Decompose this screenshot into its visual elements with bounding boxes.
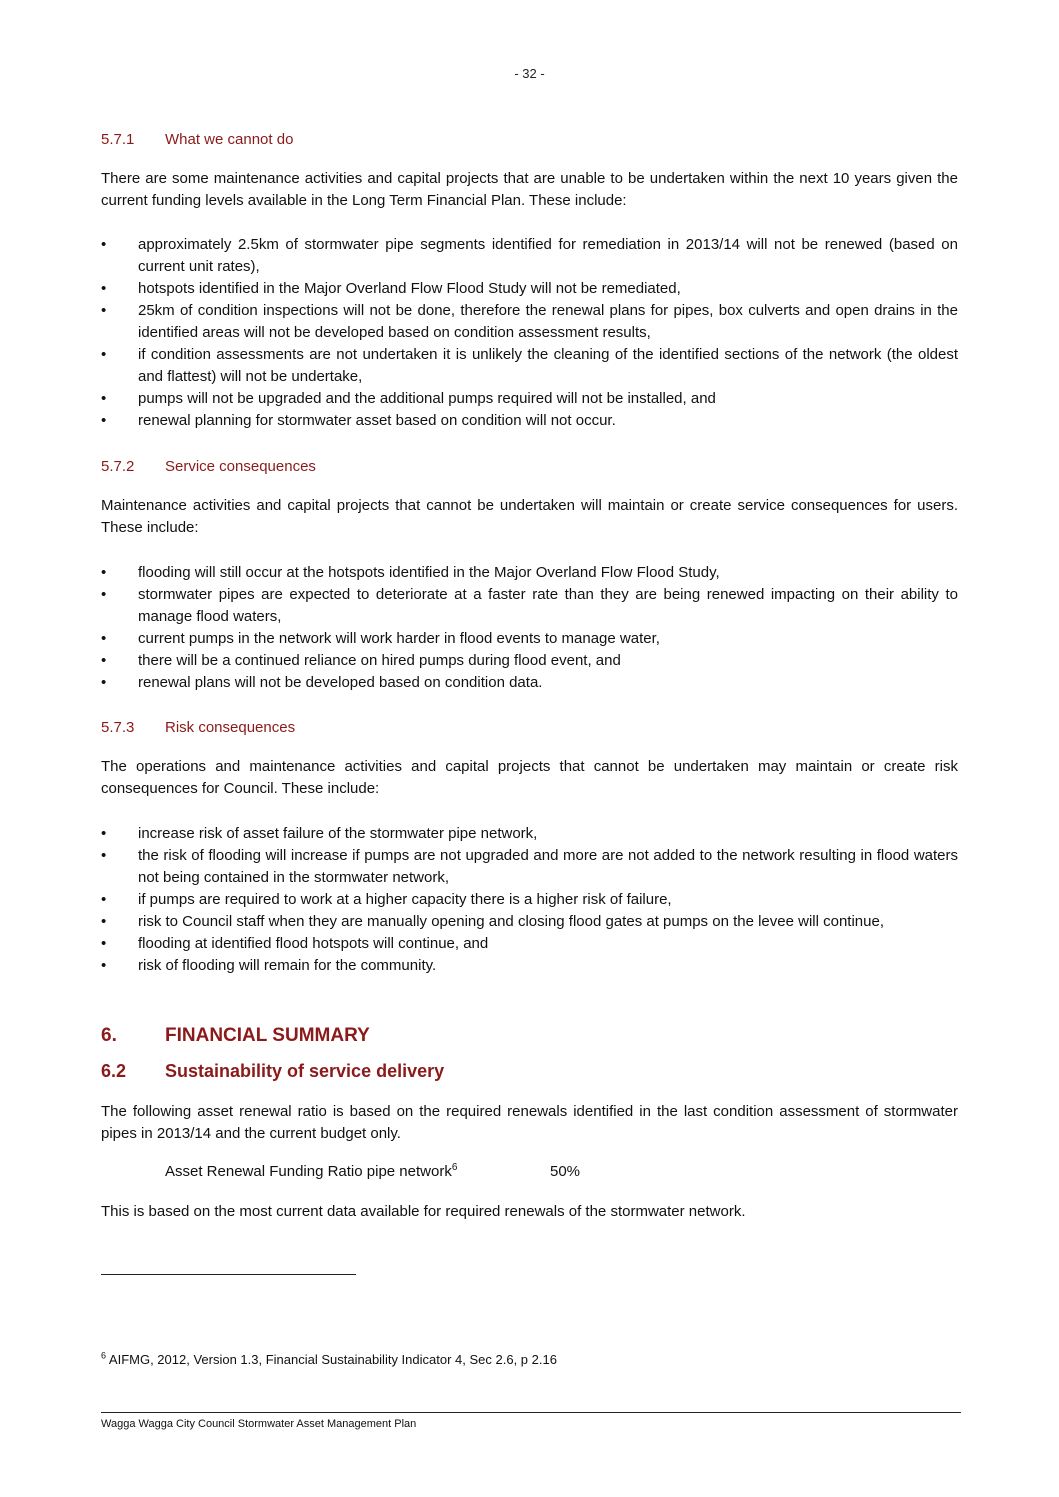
footnote-ref[interactable]: 6 <box>451 1162 458 1173</box>
list-item-text: there will be a continued reliance on hired pumps during flood event, and <box>138 652 621 669</box>
section-number: 6.2 <box>101 1061 127 1081</box>
bullet-icon: • <box>101 674 107 691</box>
bullet-icon: • <box>101 630 107 647</box>
bullet-icon: • <box>101 302 107 319</box>
page-footer: Wagga Wagga City Council Stormwater Asset Management Plan <box>101 1418 417 1430</box>
list-item <box>101 584 958 628</box>
list-item-text: flooding at identified flood hotspots will continue, and <box>138 935 489 952</box>
service-consequences-list <box>101 562 958 694</box>
cannot-do-intro: There are some maintenance activities and capital projects that are unable to be undertaken within the next 10 years given the current funding levels available in the Long Term Financial Plan. These include: <box>101 170 958 209</box>
section-title: Risk consequences <box>165 719 296 736</box>
footnote-mark: 6 <box>101 1350 107 1361</box>
list-item-text: current pumps in the network will work harder in flood events to manage water, <box>138 630 660 647</box>
section-title: Sustainability of service delivery <box>165 1061 445 1081</box>
list-item <box>101 234 958 278</box>
list-item-text: risk of flooding will remain for the community. <box>138 957 437 974</box>
footnote-divider <box>101 1274 356 1275</box>
list-item-text: if pumps are required to work at a higher capacity there is a higher risk of failure, <box>138 891 672 908</box>
bullet-icon: • <box>101 957 107 974</box>
footer-divider <box>101 1412 961 1413</box>
list-item <box>101 344 958 388</box>
heading-sustainability <box>101 1061 444 1082</box>
bullet-icon: • <box>101 825 107 842</box>
bullet-icon: • <box>101 346 107 363</box>
ratio-label-text: Asset Renewal Funding Ratio pipe network <box>165 1163 452 1180</box>
bullet-icon: • <box>101 652 107 669</box>
list-item <box>101 889 958 911</box>
list-item <box>101 650 958 672</box>
list-item-text: renewal planning for stormwater asset based on condition will not occur. <box>138 412 616 429</box>
list-item <box>101 628 958 650</box>
heading-what-we-cannot-do <box>101 131 293 148</box>
list-item-text: 25km of condition inspections will not be done, therefore the renewal plans for pipes, box culverts and open drains in the identified areas will not be developed based on condition assessment results, <box>138 302 958 341</box>
service-consequences-intro: Maintenance activities and capital projects that cannot be undertaken will maintain or create service consequences for users. These include: <box>101 497 958 536</box>
page-number: - 32 - <box>514 66 545 81</box>
section-title: FINANCIAL SUMMARY <box>165 1025 370 1046</box>
list-item <box>101 823 958 845</box>
list-item-text: pumps will not be upgraded and the additional pumps required will not be installed, and <box>138 390 716 407</box>
bullet-icon: • <box>101 586 107 603</box>
bullet-icon: • <box>101 935 107 952</box>
list-item-text: increase risk of asset failure of the stormwater pipe network, <box>138 825 538 842</box>
list-item <box>101 278 958 300</box>
list-item <box>101 562 958 584</box>
bullet-icon: • <box>101 390 107 407</box>
risk-consequences-list <box>101 823 958 977</box>
risk-consequences-intro: The operations and maintenance activities and capital projects that cannot be undertaken may maintain or create risk consequences for Council. These include: <box>101 758 958 797</box>
list-item <box>101 410 958 432</box>
bullet-icon: • <box>101 280 107 297</box>
footnote-text: AIFMG, 2012, Version 1.3, Financial Sustainability Indicator 4, Sec 2.6, p 2.16 <box>106 1352 557 1367</box>
list-item-text: hotspots identified in the Major Overland Flow Flood Study will not be remediated, <box>138 280 681 297</box>
cannot-do-list <box>101 234 958 432</box>
list-item <box>101 300 958 344</box>
list-item-text: renewal plans will not be developed based on condition data. <box>138 674 543 691</box>
list-item-text: the risk of flooding will increase if pumps are not upgraded and more are not added to the network resulting in flood waters not being contained in the stormwater network, <box>138 847 958 886</box>
list-item-text: approximately 2.5km of stormwater pipe segments identified for remediation in 2013/14 will not be renewed (based on current unit rates), <box>138 236 958 275</box>
list-item <box>101 672 958 694</box>
heading-service-consequences <box>101 458 316 475</box>
bullet-icon: • <box>101 891 107 908</box>
bullet-icon: • <box>101 564 107 581</box>
section-number: 5.7.1 <box>101 131 135 148</box>
section-number: 6. <box>101 1025 117 1046</box>
list-item <box>101 388 958 410</box>
list-item <box>101 911 958 933</box>
list-item <box>101 955 958 977</box>
heading-financial-summary <box>101 1025 370 1047</box>
sustainability-conclusion: This is based on the most current data available for required renewals of the stormwater network. <box>101 1203 746 1220</box>
ratio-value: 50% <box>550 1163 581 1180</box>
list-item <box>101 845 958 889</box>
sustainability-intro: The following asset renewal ratio is based on the required renewals identified in the last condition assessment of stormwater pipes in 2013/14 and the current budget only. <box>101 1103 958 1142</box>
ratio-label <box>165 1163 457 1180</box>
bullet-icon: • <box>101 236 107 253</box>
section-number: 5.7.3 <box>101 719 135 736</box>
heading-risk-consequences <box>101 719 295 736</box>
footnote <box>101 1352 557 1367</box>
bullet-icon: • <box>101 847 107 864</box>
bullet-icon: • <box>101 412 107 429</box>
section-title: What we cannot do <box>165 131 294 148</box>
section-title: Service consequences <box>165 458 316 475</box>
list-item-text: if condition assessments are not undertaken it is unlikely the cleaning of the identified sections of the network (the oldest and flattest) will not be undertake, <box>138 346 958 385</box>
list-item-text: flooding will still occur at the hotspots identified in the Major Overland Flow Flood Study, <box>138 564 720 581</box>
section-number: 5.7.2 <box>101 458 135 475</box>
list-item <box>101 933 958 955</box>
bullet-icon: • <box>101 913 107 930</box>
list-item-text: risk to Council staff when they are manually opening and closing flood gates at pumps on the levee will continue, <box>138 913 885 930</box>
list-item-text: stormwater pipes are expected to deteriorate at a faster rate than they are being renewed impacting on their ability to manage flood waters, <box>138 586 958 625</box>
